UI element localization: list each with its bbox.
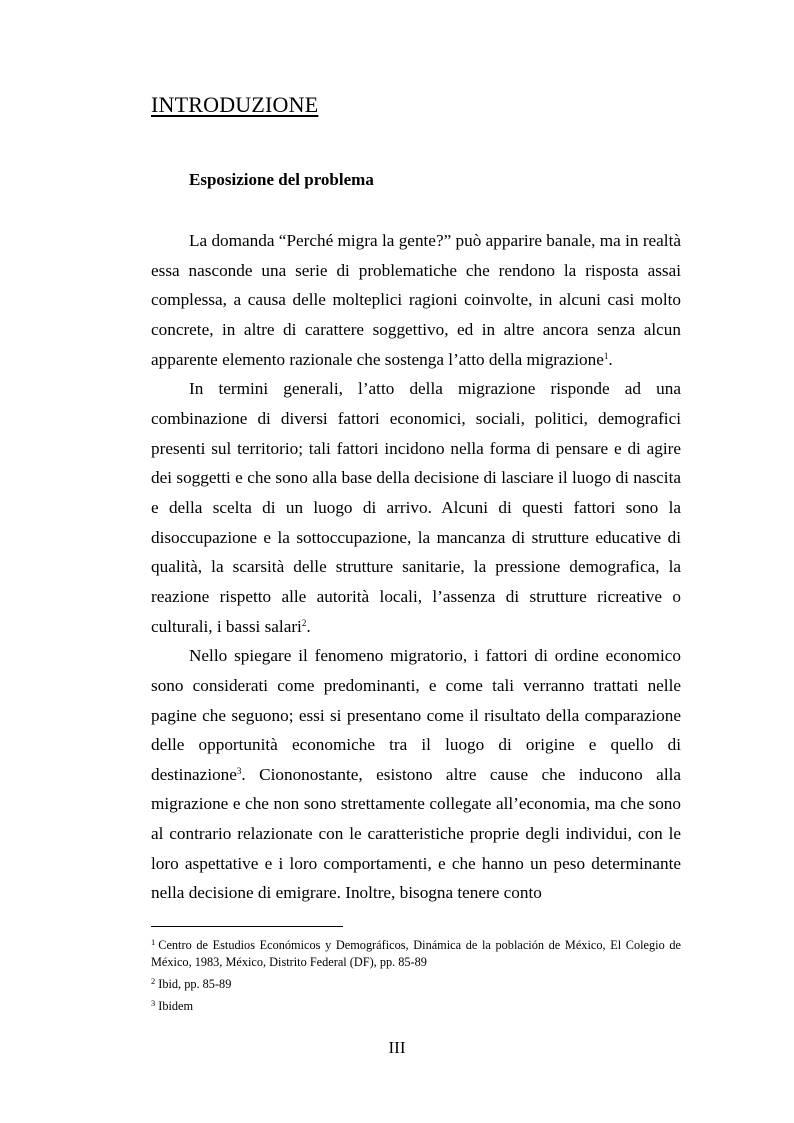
- body-text: [151, 226, 681, 908]
- body-paragraph: [151, 641, 681, 908]
- footnote-text: Ibid, pp. 85-89: [158, 977, 232, 991]
- section-subheading: Esposizione del problema: [189, 170, 374, 189]
- footnotes: [151, 937, 681, 1020]
- footnote-separator: [151, 926, 343, 927]
- paragraph-text: . Ciononostante, esistono altre cause che inducono alla migrazione e che non sono strettamente collegate all’economia, ma che sono al contrario relazionate con le caratteristiche proprie degli individui, con le loro aspettative e i loro comportamenti, e che hanno un peso determinante nella decisione di emigrare. Inoltre, bisogna tenere conto: [151, 764, 681, 903]
- footnote-reference[interactable]: 2: [301, 617, 307, 628]
- footnote: [151, 998, 681, 1015]
- page-number: III: [388, 1038, 406, 1057]
- footnote-number: 3: [151, 998, 156, 1008]
- page-heading: INTRODUZIONE: [151, 92, 319, 117]
- footnote-number: 2: [151, 976, 156, 986]
- body-paragraph: [151, 226, 681, 374]
- footnote: [151, 937, 681, 971]
- body-paragraph: [151, 374, 681, 641]
- footnote-text: Ibidem: [158, 999, 194, 1013]
- footnote-number: 1: [151, 937, 156, 947]
- paragraph-text: .: [306, 616, 311, 636]
- paragraph-text: La domanda “Perché migra la gente?” può apparire banale, ma in realtà essa nasconde una serie di problematiche che rendono la risposta assai complessa, a causa delle molteplici ragioni coinvolte, in alcuni casi molto concrete, in altre di carattere soggettivo, ed in altre ancora senza alcun apparente elemento razionale che sostenga l’atto della migrazione: [151, 231, 681, 369]
- footnote-reference[interactable]: 3: [236, 765, 242, 776]
- footnote-reference[interactable]: 1: [603, 350, 609, 361]
- paragraph-text: Nello spiegare il fenomeno migratorio, i fattori di ordine economico sono considerati come predominanti, e come tali verranno trattati nelle pagine che seguono; essi si presentano come il risultato della comparazione delle opportunità economiche tra il luogo di origine e quello di destinazione: [151, 646, 681, 784]
- footnote-text: Centro de Estudios Económicos y Demográficos, Dinámica de la población de México, El Colegio de México, 1983, México, Distrito Federal (DF), pp. 85-89: [151, 938, 681, 969]
- paragraph-text: .: [608, 349, 613, 369]
- paragraph-text: In termini generali, l’atto della migrazione risponde ad una combinazione di diversi fattori economici, sociali, politici, demografici presenti sul territorio; tali fattori incidono nella forma di pensare e di agire dei soggetti e che sono alla base della decisione di lasciare il luogo di nascita e della scelta di un luogo di arrivo. Alcuni di questi fattori sono la disoccupazione e la sottoccupazione, la mancanza di strutture educative di qualità, la scarsità delle strutture sanitarie, la pressione demografica, la reazione rispetto alle autorità locali, l’assenza di strutture ricreative o culturali, i bassi salari: [151, 379, 681, 636]
- footnote: [151, 976, 681, 993]
